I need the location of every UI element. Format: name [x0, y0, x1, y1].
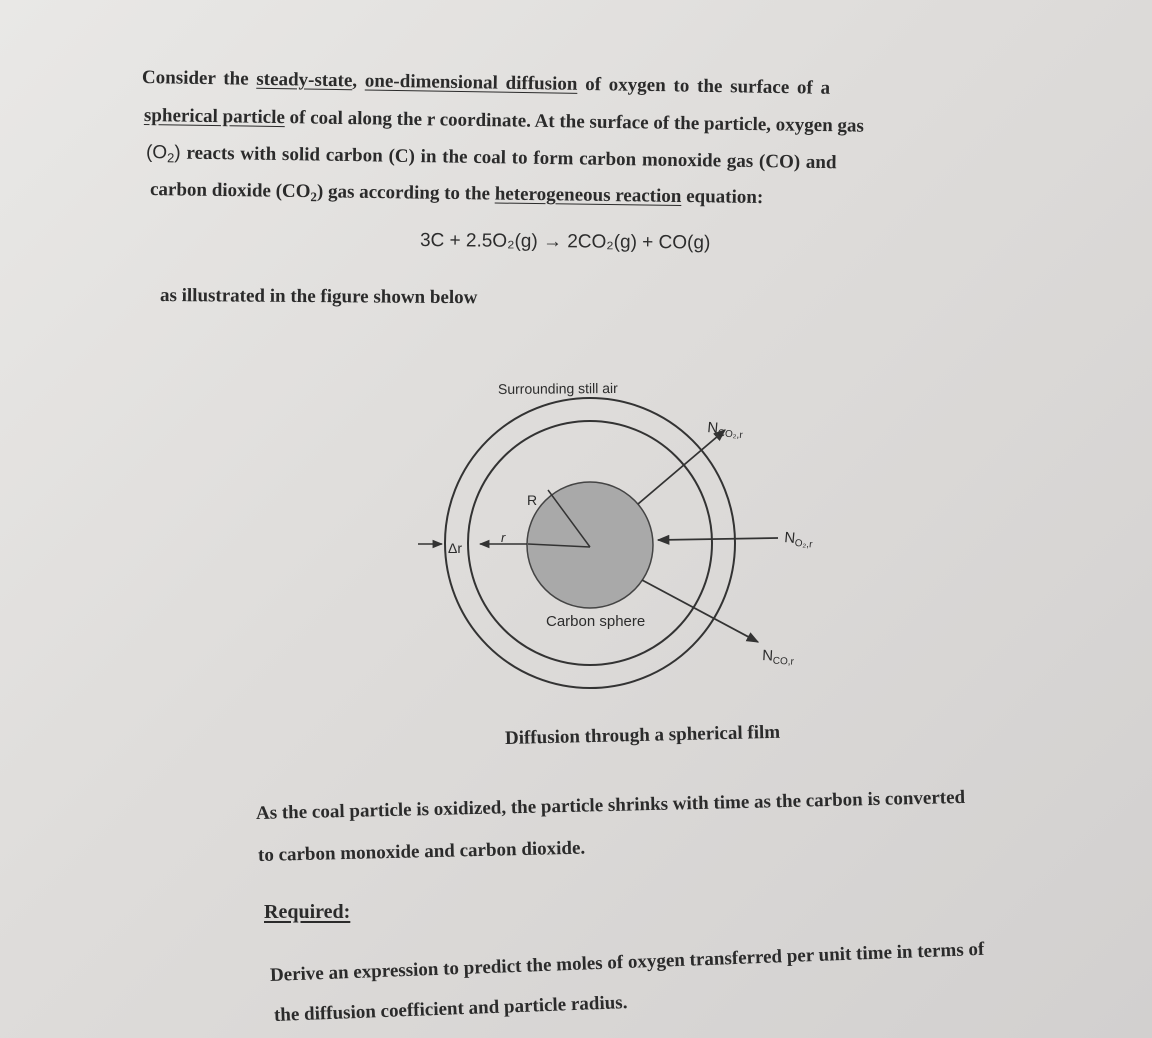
n-co-label [762, 647, 796, 668]
required-heading: Required: [264, 901, 351, 923]
delta-r-label: Δr [448, 540, 463, 556]
intro-text: equation: [681, 185, 764, 209]
required-line-1: Derive an expression to predict the moles of oxygen transferred per unit time in terms of [269, 938, 985, 986]
illustrated-line: as illustrated in the figure shown below [159, 285, 478, 309]
spherical-film-diagram [400, 370, 840, 710]
n-co-symbol: N [761, 647, 774, 665]
n-co2-arrow [638, 430, 725, 504]
intro-text: reacts with solid carbon (C) in the coal to form carbon monoxide gas (CO) and [180, 142, 837, 174]
intro-line-4 [150, 172, 764, 220]
n-co2-subscript: CO₂,r [717, 427, 744, 442]
n-o2-subscript: O₂,r [794, 537, 813, 551]
n-co-subscript: CO,r [772, 655, 795, 668]
air-label: Surrounding still air [497, 379, 618, 397]
n-co2-label [706, 419, 744, 441]
intro-text: of oxygen to the surface of a [577, 73, 831, 99]
intro-text: Consider the [141, 67, 257, 90]
shrink-line-1: As the coal particle is oxidized, the particle shrinks with time as the carbon is converted [255, 786, 966, 824]
n-o2-label [783, 529, 814, 550]
intro-text: of coal along the r coordinate. At the surface of the particle, oxygen gas [284, 107, 865, 137]
shrink-line-2: to carbon monoxide and carbon dioxide. [257, 837, 586, 866]
intro-text: , [352, 70, 366, 92]
n-co2-symbol: N [706, 419, 719, 437]
sphere-label: Carbon sphere [546, 613, 646, 630]
n-o2-arrow [658, 538, 778, 540]
n-co-arrow [642, 580, 758, 642]
intro-subscript: 2 [166, 150, 175, 166]
reaction-equation: 3C + 2.5O₂(g) → 2CO₂(g) + CO(g) [419, 230, 711, 254]
n-o2-symbol: N [783, 529, 796, 547]
figure-caption: Diffusion through a spherical film [504, 721, 781, 749]
term-heterogeneous-reaction: heterogeneous reaction [494, 183, 682, 207]
term-steady-state: steady-state [256, 68, 353, 92]
required-line-2: the diffusion coefficient and particle radius. [273, 992, 628, 1026]
term-one-dimensional-diffusion: one-dimensional diffusion [364, 70, 578, 95]
intro-text: carbon dioxide (CO [149, 179, 311, 203]
intro-text: ) [174, 142, 181, 164]
intro-subscript: 2 [310, 189, 318, 205]
r-label: r [501, 530, 506, 545]
intro-text: ) gas according to the [316, 181, 495, 205]
R-label: R [527, 492, 538, 508]
intro-text: (O [145, 142, 168, 164]
term-spherical-particle: spherical particle [143, 105, 286, 129]
